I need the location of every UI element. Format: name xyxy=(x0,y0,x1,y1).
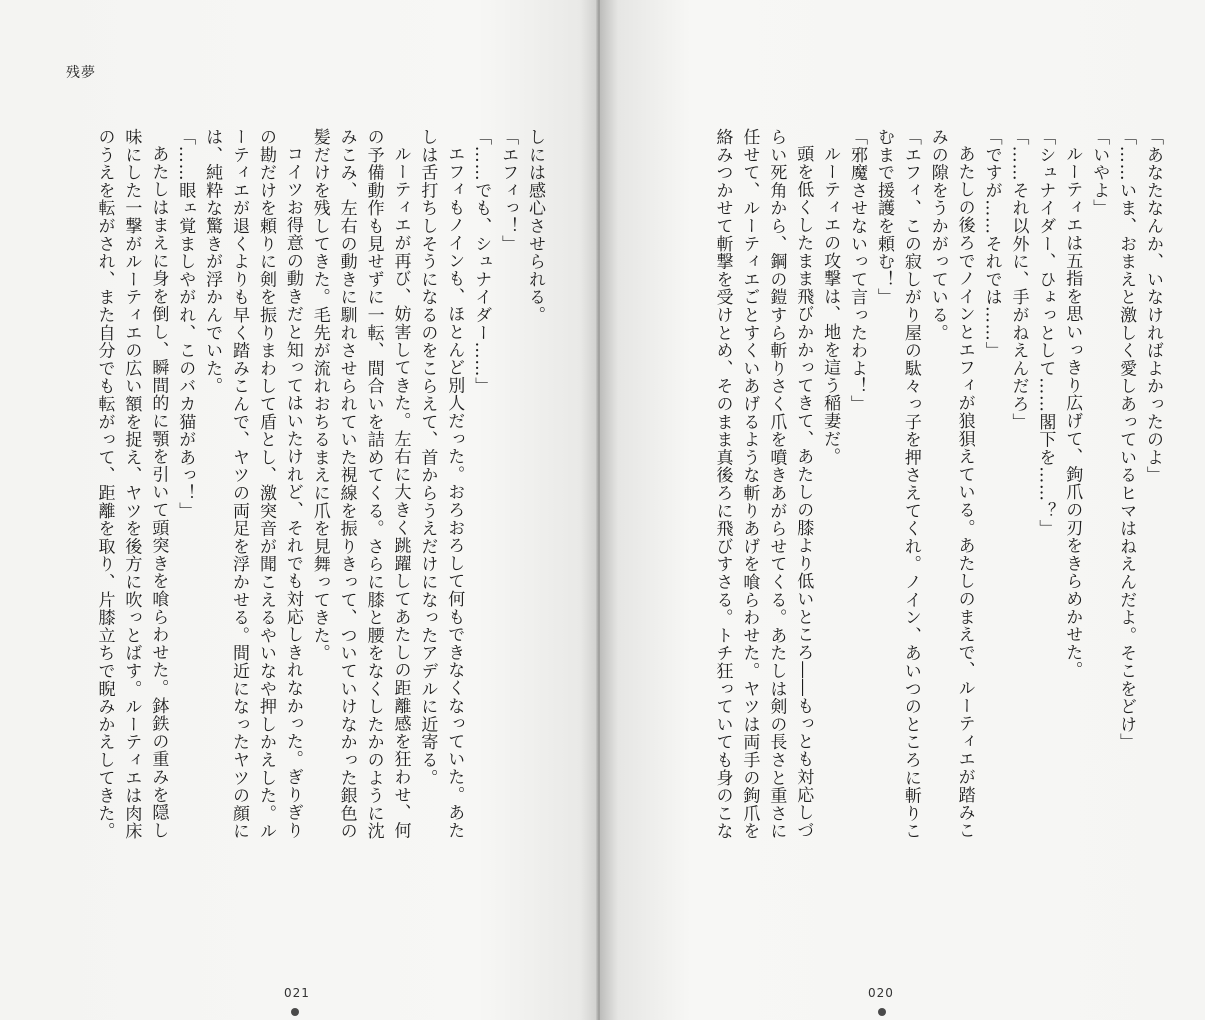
right-page xyxy=(600,0,1205,1020)
right-page-text xyxy=(626,128,1166,848)
text-line: 「……眼ェ覚ましやがれ、このバカ猫があっ！」 xyxy=(175,128,196,520)
text-line: あたしはまえに身を倒し、瞬間的に顎を引いて頭突きを喰らわせた。鉢鉄の重みを隠し xyxy=(148,145,169,840)
text-line: しは舌打ちしそうになるのをこらえて、首からうえだけになったアデルに近寄る。 xyxy=(417,128,438,787)
text-line: ルーティエは五指を思いっきり広げて、鉤爪の刃をきらめかせた。 xyxy=(1062,145,1083,679)
text-line: 「あなたなんか、いなければよかったのよ」 xyxy=(1143,128,1163,484)
text-line: エフィもノインも、ほとんど別人だった。おろおろして何もできなくなっていた。あた xyxy=(444,145,465,840)
text-line: 絡みつかせて斬撃を受けとめ、そのまま真後ろに飛びすさる。トチ狂っていても身のこな xyxy=(712,128,733,840)
text-line: しには感心させられる。 xyxy=(525,128,545,324)
text-line: みの隙をうかがっている。 xyxy=(927,128,948,342)
right-page-dot xyxy=(878,1008,886,1016)
text-line: 「エフィっ！」 xyxy=(498,128,519,253)
text-line: コイツお得意の動きだと知ってはいたけれど、それでも対応しきれなかった。ぎりぎり xyxy=(282,145,303,840)
text-line: 「邪魔させないって言ったわよ！」 xyxy=(847,128,868,413)
text-line: 「……いま、おまえと激しく愛しあっているヒマはねえんだよ。そこをどけ」 xyxy=(1116,128,1137,751)
text-line: ルーティエの攻撃は、地を這う稲妻だ。 xyxy=(820,145,841,466)
text-line: 頭を低くしたまま飛びかかってきて、あたしの膝より低いところ――もっとも対応しづ xyxy=(793,145,814,840)
text-line: ルーティエが再び、妨害してきた。左右に大きく跳躍してあたしの距離感を狂わせ、何 xyxy=(390,145,411,840)
text-line: 「シュナイダー、ひょっとして……閣下を……？」 xyxy=(1035,128,1056,538)
text-line: 「……でも、シュナイダー……」 xyxy=(471,128,492,395)
text-line: ーティエが退くよりも早く踏みこんで、ヤツの両足を浮かせる。間近になったヤツの顔に xyxy=(229,128,250,840)
text-line: は、純粋な驚きが浮かんでいた。 xyxy=(202,128,223,395)
text-line: むまで援護を頼む！」 xyxy=(873,128,894,306)
left-page-dot xyxy=(291,1008,299,1016)
text-line: 味にした一撃がルーティエの広い額を捉え、ヤツを後方に吹っとばす。ルーティエは肉床 xyxy=(121,128,142,840)
right-page-number: 020 xyxy=(868,986,894,1000)
text-line: 「……それ以外に、手がねえんだろ」 xyxy=(1008,128,1029,431)
text-line: のうえを転がされ、また自分でも転がって、距離を取り、片膝立ちで睨みかえしてきた。 xyxy=(94,128,115,840)
text-line: らい死角から、鋼の鎧すら斬りさく爪を噴きあがらせてくる。あたしは剣の長さと重さに xyxy=(766,128,787,840)
text-line: みこみ、左右の動きに馴れさせられていた視線を振りきって、ついていけなかった銀色の xyxy=(336,128,357,840)
text-line: の予備動作も見せずに一転、間合いを詰めてくる。さらに膝と腰をなくしたかのように沈 xyxy=(363,128,384,840)
left-page-number: 021 xyxy=(284,986,310,1000)
text-line: 髪だけを残してきた。毛先が流れおちるまえに爪を見舞ってきた。 xyxy=(309,128,330,662)
left-page xyxy=(0,0,598,1020)
left-page-text xyxy=(56,128,548,848)
text-line: あたしの後ろでノインとエフィが狼狽えている。あたしのまえで、ルーティエが踏みこ xyxy=(954,145,975,840)
text-line: の勘だけを頼りに剣を振りまわして盾とし、激突音が聞こえるやいなや押しかえした。ル xyxy=(255,128,276,840)
text-line: 「ですが……それでは……」 xyxy=(981,128,1002,360)
text-line: 任せて、ルーティエごとすくいあげるような斬りあげを喰らわせた。ヤツは両手の鉤爪を xyxy=(739,128,760,840)
running-head: 残夢 xyxy=(66,65,96,81)
text-line: 「いやよ」 xyxy=(1089,128,1110,217)
text-line: 「エフィ、この寂しがり屋の駄々っ子を押さえてくれ。ノイン、あいつのところに斬りこ xyxy=(900,128,921,840)
